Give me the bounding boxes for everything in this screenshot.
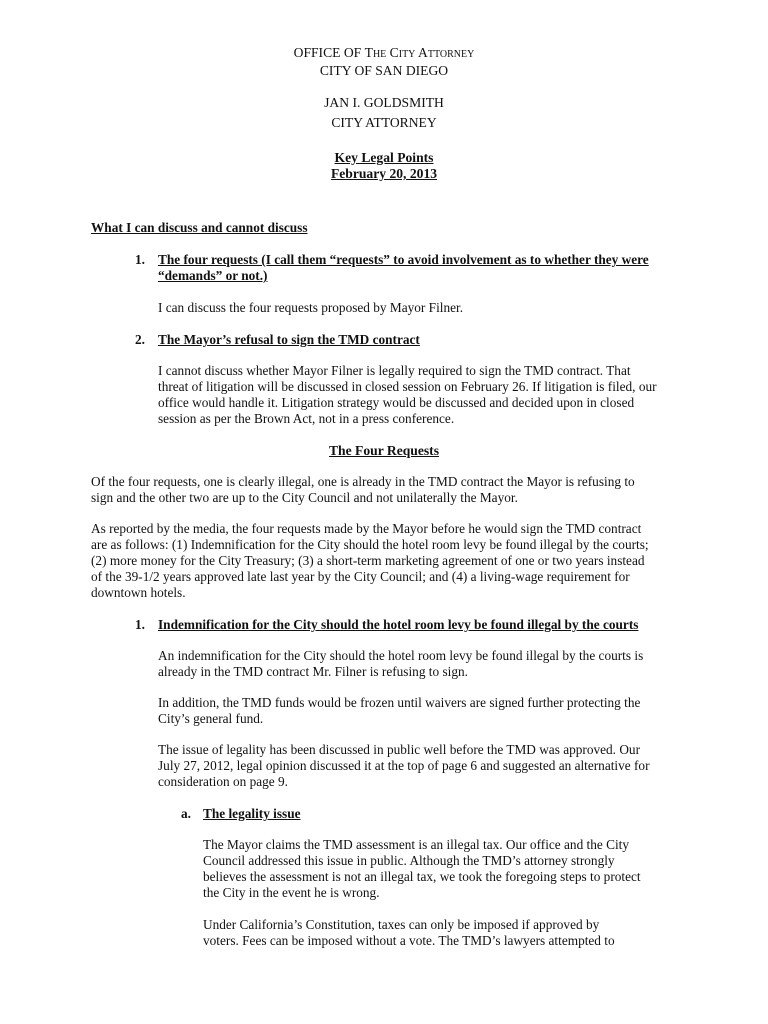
- text-line: July 27, 2012, legal opinion discussed it at the top of page 6 and suggested an alternative for: [158, 758, 650, 773]
- item-title-indemnification: Indemnification for the City should the hotel room levy be found illegal by the courts: [158, 617, 639, 632]
- text-line: (2) more money for the City Treasury; (3) a short-term marketing agreement of one or two years instead: [91, 553, 645, 568]
- paragraph: [158, 363, 698, 427]
- item-title-refusal: The Mayor’s refusal to sign the TMD contract: [158, 332, 420, 347]
- subitem-label: a.: [181, 806, 191, 821]
- item-number: 2.: [135, 332, 145, 347]
- text-line: downtown hotels.: [91, 585, 186, 600]
- text-line: believes the assessment is not an illegal tax, we took the foregoing steps to protect: [203, 869, 641, 884]
- text-line: In addition, the TMD funds would be frozen until waivers are signed further protecting the: [158, 695, 641, 710]
- item-title-requests: [158, 252, 678, 284]
- text-line: Of the four requests, one is clearly illegal, one is already in the TMD contract the Mayor is refusing to: [91, 474, 635, 489]
- text-line: the City in the event he is wrong.: [203, 885, 380, 900]
- text-line: office would handle it. Litigation strategy would be discussed and decided upon in closed: [158, 395, 635, 410]
- text-line: session as per the Brown Act, not in a press conference.: [158, 411, 455, 426]
- text-line: An indemnification for the City should the hotel room levy be found illegal by the courts is: [158, 648, 644, 663]
- doc-date: [0, 166, 768, 182]
- item-title-line: The four requests (I call them “requests” to avoid involvement as to whether they were: [158, 252, 649, 267]
- item-title-line: “demands” or not.): [158, 268, 268, 283]
- text-line: I cannot discuss whether Mayor Filner is legally required to sign the TMD contract. That: [158, 363, 631, 378]
- paragraph: [158, 742, 688, 790]
- office-prefix: OFFICE OF: [293, 45, 365, 60]
- text-line: consideration on page 9.: [158, 774, 288, 789]
- paragraph: [158, 695, 678, 727]
- text-line: already in the TMD contract Mr. Filner is refusing to sign.: [158, 664, 468, 679]
- paragraph: [91, 521, 701, 601]
- section-heading-text: The Four Requests: [328, 443, 440, 458]
- paragraph: [203, 917, 683, 949]
- city-line: CITY OF SAN DIEGO: [319, 63, 449, 78]
- paragraph: I can discuss the four requests proposed by Mayor Filner.: [158, 300, 464, 315]
- section-heading-four-requests: [0, 443, 768, 459]
- text-line: voters. Fees can be imposed without a vote. The TMD’s lawyers attempted to: [203, 933, 615, 948]
- item-number: 1.: [135, 252, 145, 267]
- text-line: Council addressed this issue in public. Although the TMD’s attorney strongly: [203, 853, 615, 868]
- text-line: Under California’s Constitution, taxes can only be imposed if approved by: [203, 917, 600, 932]
- subitem-title-legality: The legality issue: [203, 806, 301, 821]
- doc-title-text: Key Legal Points: [334, 150, 434, 165]
- doc-date-text: February 20, 2013: [330, 166, 438, 181]
- text-line: are as follows: (1) Indemnification for the City should the hotel room levy be found illegal by the courts;: [91, 537, 649, 552]
- paragraph: [203, 837, 683, 901]
- office-name: The City Attorney: [364, 45, 475, 60]
- paragraph: [158, 648, 678, 680]
- text-line: As reported by the media, the four requests made by the Mayor before he would sign the TMD contract: [91, 521, 642, 536]
- text-line: City’s general fund.: [158, 711, 264, 726]
- paragraph: [91, 474, 691, 506]
- attorney-name: JAN I. GOLDSMITH: [324, 95, 444, 110]
- section-heading-discuss: What I can discuss and cannot discuss: [91, 220, 308, 235]
- text-line: sign and the other two are up to the City Council and not unilaterally the Mayor.: [91, 490, 518, 505]
- text-line: of the 39-1/2 years approved late last year by the City Council; and (4) a living-wage requirement for: [91, 569, 630, 584]
- office-line: [0, 45, 768, 61]
- doc-title: [0, 150, 768, 166]
- text-line: The issue of legality has been discussed in public well before the TMD was approved. Our: [158, 742, 641, 757]
- item-number: 1.: [135, 617, 145, 632]
- attorney-title: CITY ATTORNEY: [331, 115, 437, 130]
- text-line: The Mayor claims the TMD assessment is an illegal tax. Our office and the City: [203, 837, 630, 852]
- text-line: threat of litigation will be discussed in closed session on February 26. If litigation is filed, our: [158, 379, 657, 394]
